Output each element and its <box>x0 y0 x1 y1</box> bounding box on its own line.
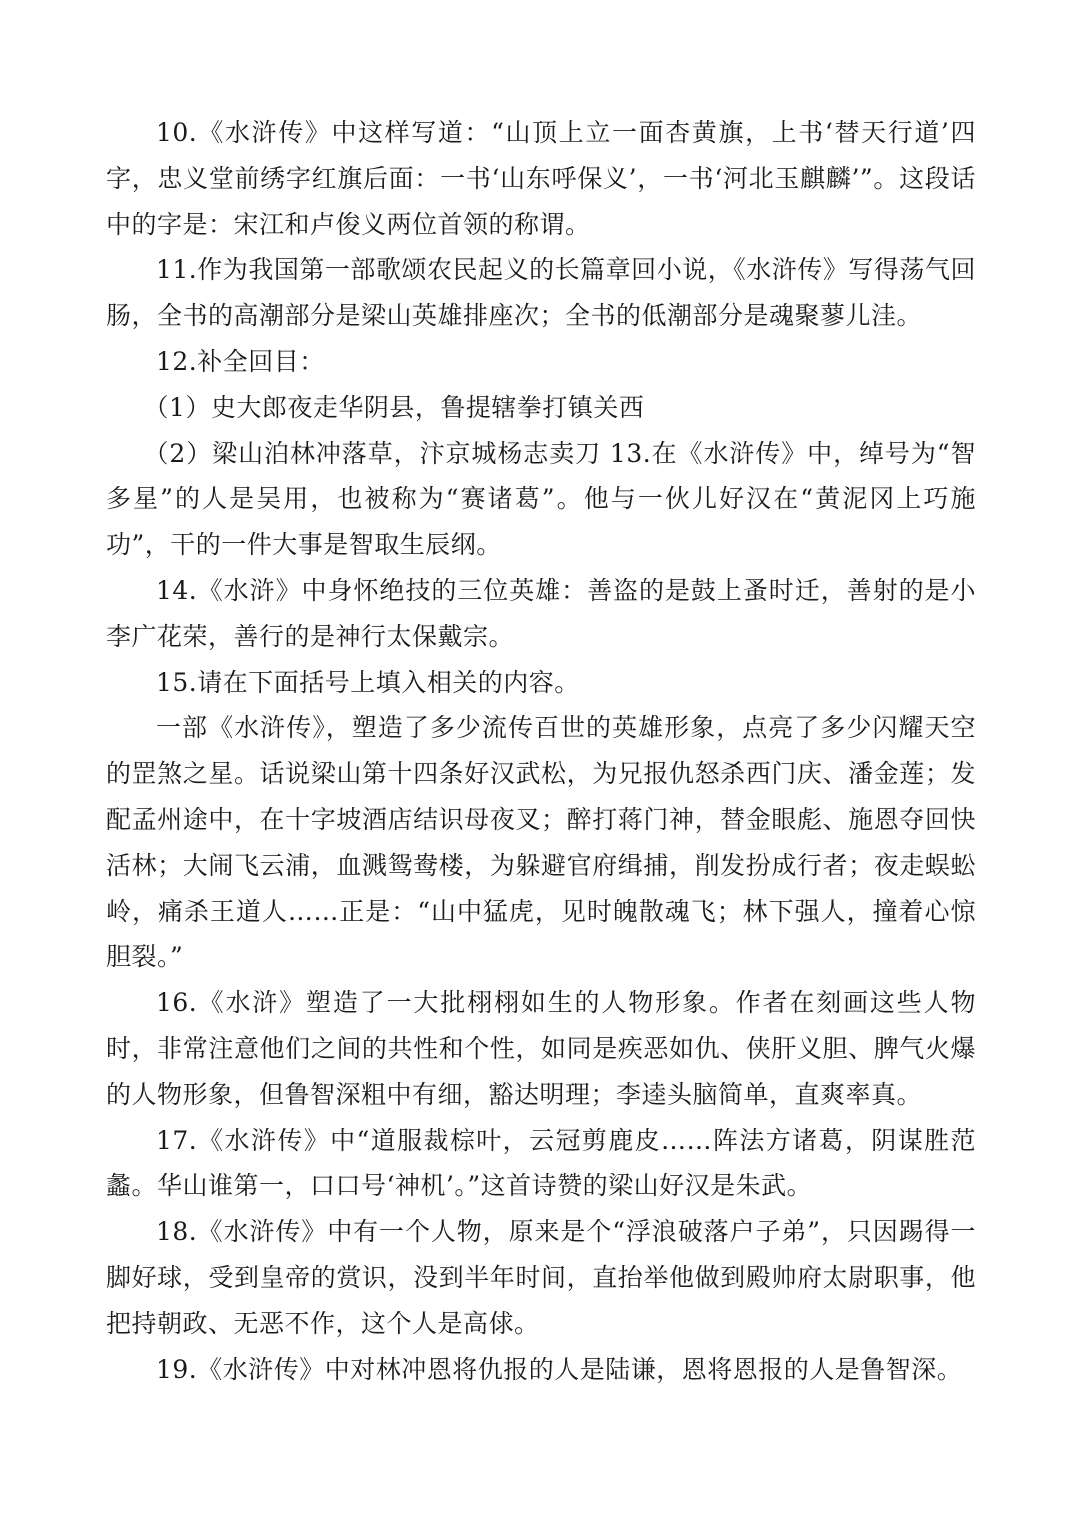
paragraph-q17: 17.《水浒传》中“道服裁棕叶，云冠剪鹿皮……阵法方诸葛，阴谋胜范蠡。华山谁第一，口口号‘神机’。”这首诗赞的梁山好汉是朱武。 <box>106 1125 976 1201</box>
paragraph-q15-passage: 一部《水浒传》，塑造了多少流传百世的英雄形象，点亮了多少闪耀天空的罡煞之星。话说梁山第十四条好汉武松，为兄报仇怒杀西门庆、潘金莲；发配孟州途中，在十字坡酒店结识母夜叉；醉打蒋门神，替金眼彪、施恩夺回快活林；大闹飞云浦，血溅鸳鸯楼，为躲避官府缉捕，削发扮成行者；夜走蜈蚣岭，痛杀王道人……正是：“山中猛虎，见时魄散魂飞；林下强人，撞着心惊胆裂。” <box>106 713 976 972</box>
paragraph-q12: 12.补全回目： <box>156 346 325 376</box>
paragraph-q12-item-2-and-q13: （2）梁山泊林冲落草，汴京城杨志卖刀 13.在《水浒传》中，绰号为“智多星”的人是吴用，也被称为“赛诸葛”。他与一伙儿好汉在“黄泥冈上巧施功”，干的一件大事是智取生辰纲。 <box>106 438 976 560</box>
paragraph-q19: 19.《水浒传》中对林冲恩将仇报的人是陆谦，恩将恩报的人是鲁智深。 <box>156 1354 963 1384</box>
paragraph-q11: 11.作为我国第一部歌颂农民起义的长篇章回小说，《水浒传》写得荡气回肠，全书的高潮部分是梁山英雄排座次；全书的低潮部分是魂聚蓼儿洼。 <box>106 255 976 331</box>
document-page <box>106 110 976 1392</box>
paragraph-q14: 14.《水浒》中身怀绝技的三位英雄：善盗的是鼓上蚤时迁，善射的是小李广花荣，善行的是神行太保戴宗。 <box>106 575 976 651</box>
paragraph-q15: 15.请在下面括号上填入相关的内容。 <box>156 667 580 697</box>
paragraph-q12-item-1: （1）史大郎夜走华阴县，鲁提辖拳打镇关西 <box>143 392 645 422</box>
paragraph-q18: 18.《水浒传》中有一个人物，原来是个“浮浪破落户子弟”，只因踢得一脚好球，受到皇帝的赏识，没到半年时间，直抬举他做到殿帅府太尉职事，他把持朝政、无恶不作，这个人是高俅。 <box>106 1217 976 1338</box>
paragraph-q16: 16.《水浒》塑造了一大批栩栩如生的人物形象。作者在刻画这些人物时，非常注意他们之间的共性和个性，如同是疾恶如仇、侠肝义胆、脾气火爆的人物形象，但鲁智深粗中有细，豁达明理；李逵头脑简单，直爽率真。 <box>106 988 976 1109</box>
paragraph-q10: 10.《水浒传》中这样写道：“山顶上立一面杏黄旗，上书‘替天行道’四字，忠义堂前绣字红旗后面：一书‘山东呼保义’，一书‘河北玉麒麟’”。这段话中的字是：宋江和卢俊义两位首领的称谓。 <box>106 118 976 239</box>
